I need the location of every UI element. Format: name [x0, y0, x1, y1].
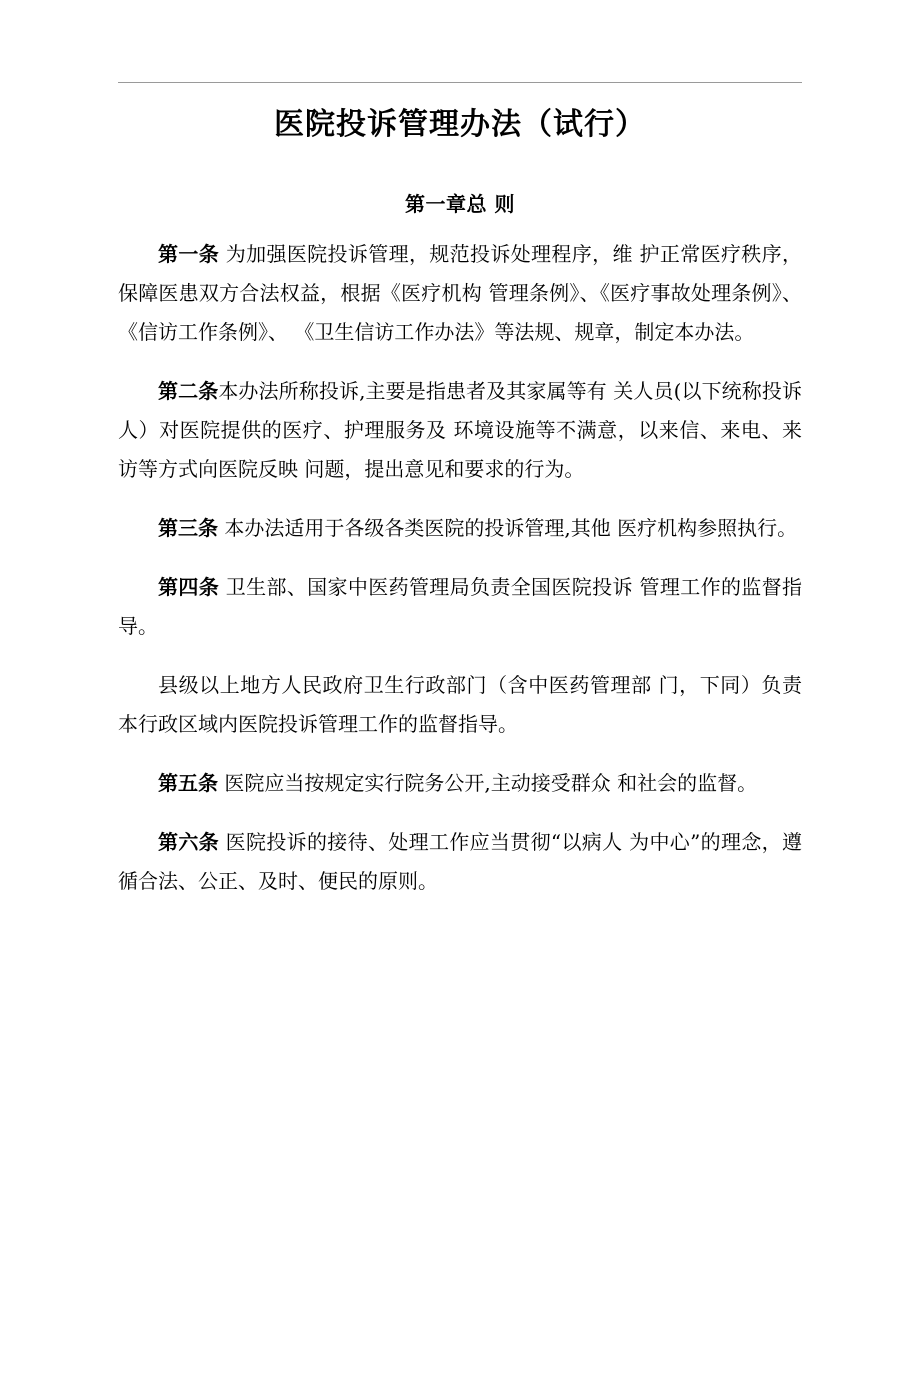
paragraph	[118, 823, 802, 901]
paragraph	[118, 372, 802, 489]
paragraph	[118, 568, 802, 646]
paragraph-text: 本办法所称投诉,主要是指患者及其家属等有 关人员(以下统称投诉人）对医院提供的医疗、护理服务及 环境设施等不满意，以来信、来电、来访等方式向医院反映 问题，提出意见和要求的行为。	[118, 379, 802, 481]
paragraph-text: 县级以上地方人民政府卫生行政部门（含中医药管理部 门，下同）负责本行政区域内医院投诉管理工作的监督指导。	[118, 673, 802, 736]
paragraph	[118, 764, 802, 803]
paragraph-text: 医院投诉的接待、处理工作应当贯彻“以病人 为中心”的理念，遵循合法、公正、及时、便民的原则。	[118, 830, 802, 893]
page-title: 医院投诉管理办法（试行）	[274, 107, 646, 142]
chapter-heading: 第一章总 则	[405, 192, 515, 216]
paragraph-text: 为加强医院投诉管理，规范投诉处理程序，维 护正常医疗秩序，保障医患双方合法权益，根据《医疗机构 管理条例》、《医疗事故处理条例》、《信访工作条例》、 《卫生信访工作办法》等法规、规章，制定本办法。	[118, 242, 803, 344]
paragraph-text: 本办法适用于各级各类医院的投诉管理,其他 医疗机构参照执行。	[218, 516, 798, 540]
paragraph-lead: 第四条	[158, 575, 220, 599]
paragraph	[118, 235, 802, 352]
paragraph-lead: 第一条	[158, 242, 220, 266]
document-page	[0, 82, 920, 1384]
paragraph-lead: 第六条	[158, 830, 219, 854]
paragraph-text: 卫生部、国家中医药管理局负责全国医院投诉 管理工作的监督指导。	[118, 575, 803, 638]
header-divider	[118, 82, 802, 83]
paragraph	[118, 666, 802, 744]
paragraph-lead: 第五条	[158, 771, 218, 795]
paragraph-text: 医院应当按规定实行院务公开,主动接受群众 和社会的监督。	[218, 771, 758, 795]
paragraph-lead: 第二条	[158, 379, 219, 403]
paragraph-lead: 第三条	[158, 516, 218, 540]
paragraph	[118, 509, 802, 548]
